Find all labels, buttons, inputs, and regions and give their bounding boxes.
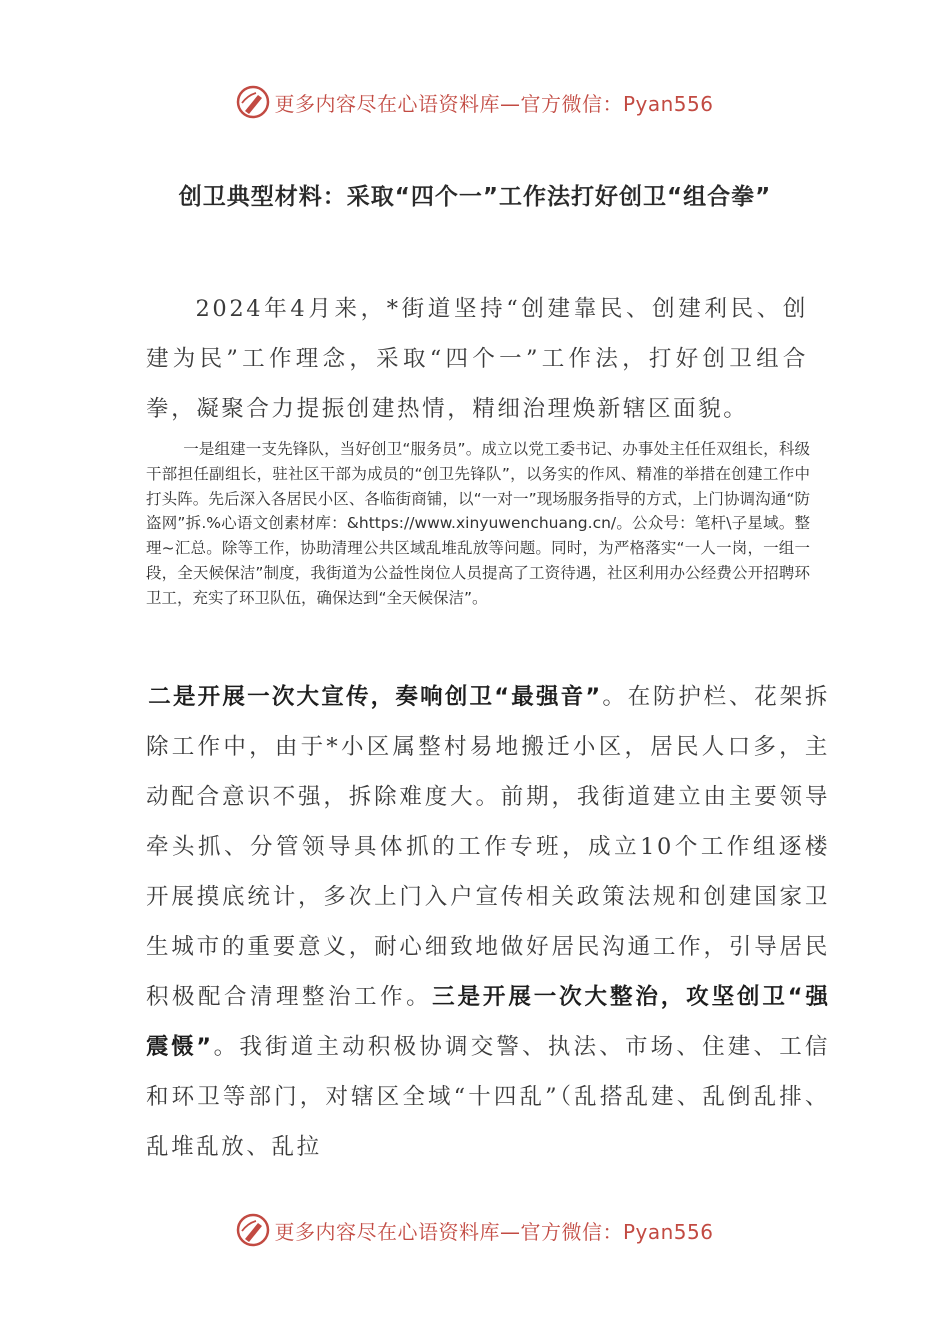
watermark-footer xyxy=(0,1210,950,1250)
paragraph-body-2: 。我街道主动积极协调交警、执法、市场、住建、工信和环卫等部门，对辖区全域“十四乱”（乱搭乱建、乱倒乱排、乱堆乱放、乱拉 xyxy=(146,1034,830,1160)
paragraph-heading-2: 三是开展一次大整治，攻坚创卫“强震慑” xyxy=(146,984,830,1060)
paragraph-publicity-and-rectification xyxy=(146,672,830,1172)
paragraph-heading: 二是开展一次大宣传，奏响创卫“最强音” xyxy=(148,684,603,710)
paragraph-body: 。在防护栏、花架拆除工作中，由于*小区属整村易地搬迁小区，居民人口多，主动配合意识不强，拆除难度大。前期，我街道建立由主要领导牵头抓、分管领导具体抓的工作专班，成立10个工作组逐楼开展摸底统计，多次上门入户宣传相关政策法规和创建国家卫生城市的重要意义，耐心细致地做好居民沟通工作，引导居民积极配合清理整治工作。 xyxy=(146,684,830,1010)
intro-paragraph: 2024年4月来，*街道坚持“创建靠民、创建利民、创建为民”工作理念，采取“四个一”工作法，打好创卫组合拳，凝聚合力提振创建热情，精细治理焕新辖区面貌。 xyxy=(146,296,808,422)
pen-logo-icon xyxy=(236,1213,270,1247)
document-title: 创卫典型材料：采取“四个一”工作法打好创卫“组合拳” xyxy=(178,184,772,210)
watermark-text: 更多内容尽在心语资料库—官方微信：Pyan556 xyxy=(274,1219,714,1244)
watermark-header xyxy=(0,82,950,122)
pen-logo-icon xyxy=(236,85,270,119)
paragraph-vanguard-team: 一是组建一支先锋队，当好创卫“服务员”。成立以党工委书记、办事处主任任双组长，科级干部担任副组长，驻社区干部为成员的“创卫先锋队”，以务实的作风、精准的举措在创建工作中打头阵。先后深入各居民小区、各临街商铺，以“一对一”现场服务指导的方式，上门协调沟通“防盗网”拆.%心语文创素材库：&https://www.xinyuwenchuang.cn/。公众号：笔杆\子星域。整理~汇总。除等工作，协助清理公共区域乱堆乱放等问题。同时，为严格落实“一人一岗，一组一段，全天候保洁”制度，我街道为公益性岗位人员提高了工资待遇，社区利用办公经费公开招聘环卫工，充实了环卫队伍，确保达到“全天候保洁”。 xyxy=(146,440,810,607)
watermark-text: 更多内容尽在心语资料库—官方微信：Pyan556 xyxy=(274,91,714,116)
